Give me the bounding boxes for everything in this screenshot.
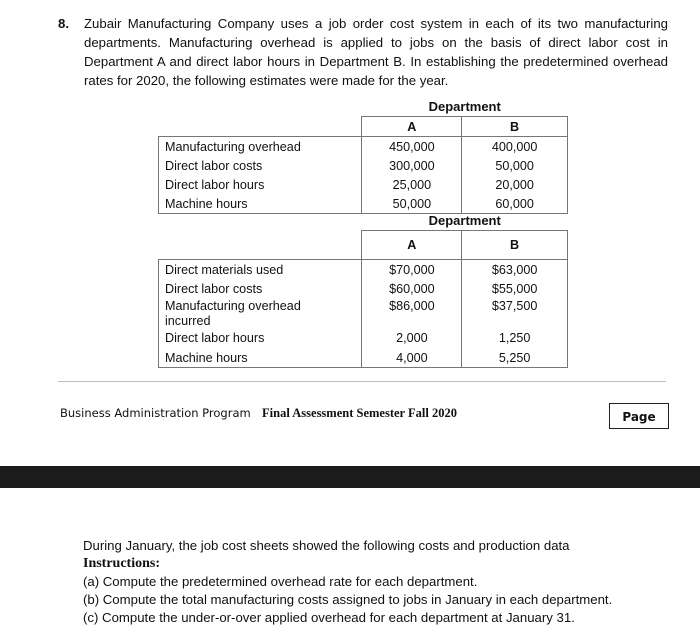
program-name: Business Administration Program	[60, 406, 251, 420]
cell-a: 25,000	[362, 175, 462, 194]
instruction-item: (b) Compute the total manufacturing costs assigned to jobs in January in each department.	[83, 592, 613, 607]
row-label: Direct labor costs	[159, 279, 362, 298]
row-label: Direct materials used	[159, 260, 362, 280]
cell-b: 50,000	[462, 156, 568, 175]
cell-b: $37,500	[462, 298, 568, 314]
cell-b: $63,000	[462, 260, 568, 280]
page-footer	[60, 406, 457, 421]
cell-a: 50,000	[362, 194, 462, 214]
instruction-item: (c) Compute the under-or-over applied overhead for each department at January 31.	[83, 610, 575, 625]
row-label: Direct labor costs	[159, 156, 362, 175]
column-b-header: B	[462, 117, 568, 137]
instruction-item: (a) Compute the predetermined overhead rate for each department.	[83, 574, 478, 589]
cell-b	[462, 314, 568, 328]
table-row	[159, 260, 568, 280]
table-row	[159, 298, 568, 314]
table-row	[159, 279, 568, 298]
cell-b: 1,250	[462, 328, 568, 348]
cell-a: $70,000	[362, 260, 462, 280]
row-label: Machine hours	[159, 194, 362, 214]
row-label: Manufacturing overhead	[159, 137, 362, 157]
table-row	[159, 137, 568, 157]
column-a-header: A	[362, 231, 462, 260]
cell-b: $55,000	[462, 279, 568, 298]
question-block	[58, 14, 668, 90]
january-costs-table	[158, 211, 568, 368]
intro-text: During January, the job cost sheets showed the following costs and production data	[83, 538, 570, 553]
department-header: Department	[362, 97, 568, 117]
row-label-continued: incurred	[159, 314, 362, 328]
page-label-box: Page	[609, 403, 669, 429]
cell-a: $60,000	[362, 279, 462, 298]
table-row	[159, 348, 568, 368]
page-break-bar	[0, 466, 700, 488]
cell-b: 5,250	[462, 348, 568, 368]
cell-a	[362, 314, 462, 328]
assessment-title: Final Assessment Semester Fall 2020	[262, 406, 457, 420]
cell-b: 400,000	[462, 137, 568, 157]
column-b-header: B	[462, 231, 568, 260]
cell-b: 60,000	[462, 194, 568, 214]
cell-a: 450,000	[362, 137, 462, 157]
table-row	[159, 314, 568, 328]
cell-b: 20,000	[462, 175, 568, 194]
row-label: Direct labor hours	[159, 175, 362, 194]
row-label: Manufacturing overhead	[159, 298, 362, 314]
column-a-header: A	[362, 117, 462, 137]
cell-a: 2,000	[362, 328, 462, 348]
table-row	[159, 175, 568, 194]
instructions-block	[83, 537, 612, 627]
department-header: Department	[362, 211, 568, 231]
divider	[58, 381, 666, 382]
cell-a: 4,000	[362, 348, 462, 368]
table-row	[159, 328, 568, 348]
question-text: Zubair Manufacturing Company uses a job order cost system in each of its two manufacturing departments. Manufacturing overhead is applied to jobs on the basis of direct labor cost in Department A and direct labor hours in Department B. In establishing the predetermined overhead rates for 2020, the following estimates were made for the year.	[84, 16, 668, 88]
cell-a: 300,000	[362, 156, 462, 175]
row-label: Machine hours	[159, 348, 362, 368]
cell-a: $86,000	[362, 298, 462, 314]
estimates-table	[158, 97, 568, 214]
instructions-label: Instructions:	[83, 556, 161, 571]
question-number: 8.	[58, 16, 69, 31]
row-label: Direct labor hours	[159, 328, 362, 348]
table-row	[159, 156, 568, 175]
